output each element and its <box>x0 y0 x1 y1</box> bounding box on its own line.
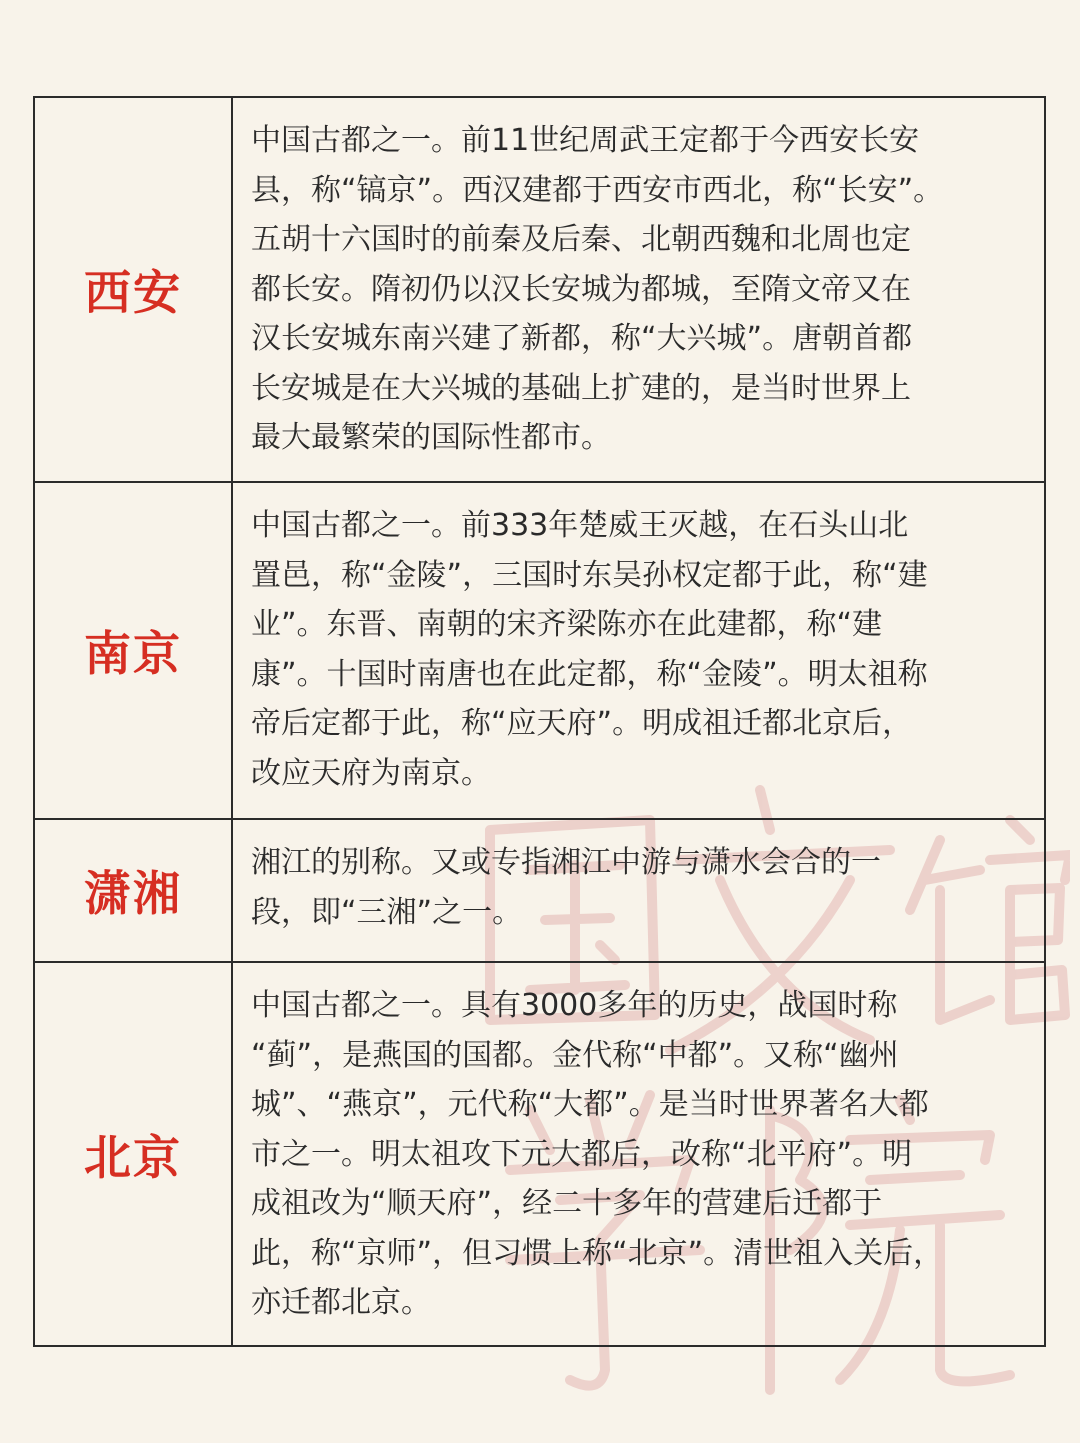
capital-table <box>33 96 1046 1347</box>
city-description: 中国古都之一。前333年楚威王灭越，在石头山北 置邑，称“金陵”，三国时东吴孙权定都于此，称“建 业”。东晋、南朝的宋齐梁陈亦在此建都，称“建 康”。十国时南唐也在此定都，称“金陵”。明太祖称 帝后定都于此，称“应天府”。明成祖迁都北京后， 改应天府为南京。 <box>251 508 928 791</box>
city-name: 西安 <box>84 266 182 321</box>
table-row <box>34 819 1045 962</box>
description-cell <box>232 482 1045 819</box>
city-name: 北京 <box>84 1130 182 1186</box>
name-cell <box>34 97 232 482</box>
description-cell <box>232 97 1045 482</box>
city-description: 湘江的别称。又或专指湘江中游与潇水会合的一 段，即“三湘”之一。 <box>251 845 881 930</box>
table-row <box>34 482 1045 819</box>
table-row <box>34 962 1045 1346</box>
city-name: 南京 <box>84 627 182 682</box>
city-description: 中国古都之一。前11世纪周武王定都于今西安长安 县，称“镐京”。西汉建都于西安市西北，称“长安”。 五胡十六国时的前秦及后秦、北朝西魏和北周也定 都长安。隋初仍以汉长安城为都城，至隋文帝又在 汉长安城东南兴建了新都，称“大兴城”。唐朝首都 长安城是在大兴城的基础上扩建的，是当时世界上 最大最繁荣的国际性都市。 <box>251 123 944 455</box>
description-cell <box>232 962 1045 1346</box>
description-cell <box>232 819 1045 962</box>
name-cell <box>34 819 232 962</box>
city-description: 中国古都之一。具有3000多年的历史，战国时称 “蓟”，是燕国的国都。金代称“中都”。又称“幽州 城”、“燕京”，元代称“大都”。是当时世界著名大都 市之一。明太祖攻下元大都后，改称“北平府”。明 成祖改为“顺天府”，经二十多年的营建后迁都于 此，称“京师”，但习惯上称“北京”。清世祖入关后， 亦迁都北京。 <box>251 988 944 1320</box>
name-cell <box>34 482 232 819</box>
table-row <box>34 97 1045 482</box>
city-name: 潇湘 <box>84 867 182 922</box>
name-cell <box>34 962 232 1346</box>
